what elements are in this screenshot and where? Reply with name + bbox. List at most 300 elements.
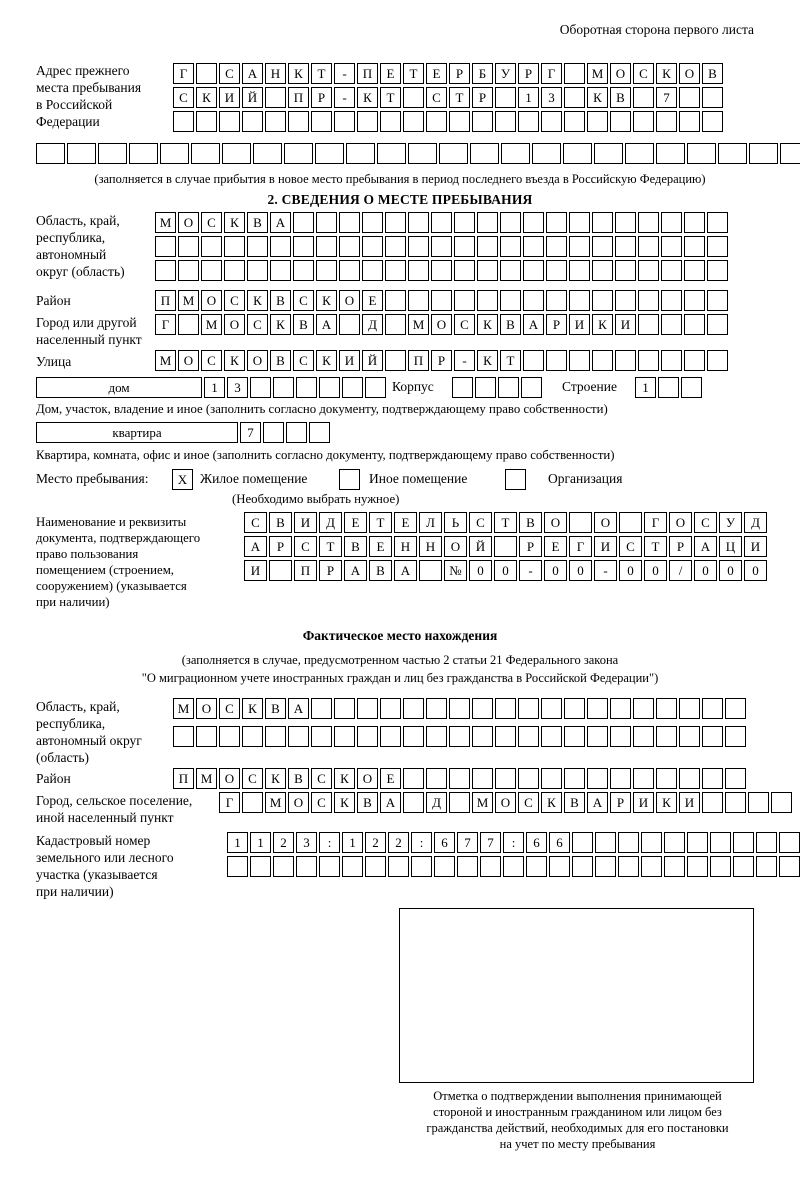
form-cell[interactable] [718,143,747,164]
form-cell[interactable] [273,856,294,877]
form-cell[interactable] [403,698,424,719]
document-row-2[interactable] [244,536,769,557]
form-cell[interactable]: И [633,792,654,813]
form-cell[interactable] [619,512,642,533]
form-cell[interactable]: О [224,314,245,335]
form-cell[interactable]: К [656,63,677,84]
form-cell[interactable]: М [408,314,429,335]
form-cell[interactable]: У [495,63,516,84]
form-cell[interactable]: Е [426,63,447,84]
form-cell[interactable] [385,260,406,281]
form-cell[interactable]: С [311,768,332,789]
form-cell[interactable]: И [219,87,240,108]
form-cell[interactable] [250,377,271,398]
form-cell[interactable] [403,768,424,789]
form-cell[interactable]: С [247,314,268,335]
form-cell[interactable] [449,726,470,747]
form-cell[interactable]: 2 [273,832,294,853]
form-cell[interactable] [362,236,383,257]
form-cell[interactable] [541,768,562,789]
street-row[interactable] [155,350,730,371]
form-cell[interactable]: Л [419,512,442,533]
form-cell[interactable] [564,87,585,108]
form-cell[interactable] [587,111,608,132]
form-cell[interactable]: К [656,792,677,813]
form-cell[interactable] [518,111,539,132]
form-cell[interactable] [615,212,636,233]
form-cell[interactable]: В [357,792,378,813]
form-cell[interactable] [569,350,590,371]
form-cell[interactable] [316,260,337,281]
form-cell[interactable]: О [669,512,692,533]
form-cell[interactable]: В [247,212,268,233]
form-cell[interactable] [563,143,592,164]
form-cell[interactable] [250,856,271,877]
form-cell[interactable] [477,290,498,311]
form-cell[interactable] [495,698,516,719]
form-cell[interactable] [638,260,659,281]
form-cell[interactable]: В [344,536,367,557]
form-cell[interactable]: В [293,314,314,335]
form-cell[interactable] [733,832,754,853]
form-cell[interactable] [725,768,746,789]
form-cell[interactable] [633,87,654,108]
form-cell[interactable] [178,314,199,335]
form-cell[interactable]: С [242,768,263,789]
form-cell[interactable] [339,236,360,257]
form-cell[interactable]: С [173,87,194,108]
form-cell[interactable]: Р [472,87,493,108]
form-cell[interactable] [610,726,631,747]
form-cell[interactable]: К [357,87,378,108]
form-cell[interactable] [518,726,539,747]
form-cell[interactable] [523,236,544,257]
form-cell[interactable] [661,212,682,233]
form-cell[interactable] [725,726,746,747]
fact-region-row-1[interactable] [173,698,748,719]
form-cell[interactable] [380,698,401,719]
form-cell[interactable]: Р [610,792,631,813]
form-cell[interactable]: Р [269,536,292,557]
form-cell[interactable] [564,111,585,132]
form-cell[interactable] [779,832,800,853]
prev-address-row-2[interactable] [173,87,725,108]
place-type-organization-checkbox[interactable] [505,469,526,490]
form-cell[interactable]: О [247,350,268,371]
form-cell[interactable]: П [288,87,309,108]
form-cell[interactable]: 0 [569,560,592,581]
form-cell[interactable] [346,143,375,164]
form-cell[interactable] [569,290,590,311]
form-cell[interactable]: Р [519,536,542,557]
form-cell[interactable] [265,111,286,132]
form-cell[interactable] [661,314,682,335]
korpus-cells[interactable] [452,377,544,398]
form-cell[interactable] [67,143,96,164]
form-cell[interactable] [201,260,222,281]
form-cell[interactable]: В [610,87,631,108]
form-cell[interactable]: А [694,536,717,557]
form-cell[interactable] [316,236,337,257]
form-cell[interactable] [572,856,593,877]
form-cell[interactable] [661,236,682,257]
form-cell[interactable] [687,832,708,853]
form-cell[interactable] [592,212,613,233]
form-cell[interactable] [408,236,429,257]
form-cell[interactable] [470,143,499,164]
form-cell[interactable] [419,560,442,581]
form-cell[interactable] [403,111,424,132]
form-cell[interactable] [546,290,567,311]
form-cell[interactable] [365,377,386,398]
form-cell[interactable]: Й [362,350,383,371]
form-cell[interactable]: Р [449,63,470,84]
form-cell[interactable]: В [369,560,392,581]
form-cell[interactable] [477,260,498,281]
form-cell[interactable]: К [288,63,309,84]
form-cell[interactable]: Г [541,63,562,84]
form-cell[interactable]: Т [380,87,401,108]
form-cell[interactable]: С [633,63,654,84]
form-cell[interactable] [500,260,521,281]
form-cell[interactable] [702,792,723,813]
form-cell[interactable] [388,856,409,877]
form-cell[interactable] [454,236,475,257]
form-cell[interactable] [319,377,340,398]
form-cell[interactable] [408,260,429,281]
form-cell[interactable]: 2 [388,832,409,853]
form-cell[interactable] [270,260,291,281]
form-cell[interactable]: Д [426,792,447,813]
document-row-3[interactable] [244,560,769,581]
form-cell[interactable] [500,212,521,233]
form-cell[interactable]: 6 [434,832,455,853]
form-cell[interactable] [564,63,585,84]
form-cell[interactable] [342,856,363,877]
form-cell[interactable] [403,726,424,747]
form-cell[interactable]: О [178,350,199,371]
form-cell[interactable] [733,856,754,877]
form-cell[interactable] [541,111,562,132]
place-type-residential-checkbox[interactable]: X [172,469,193,490]
form-cell[interactable] [664,832,685,853]
form-cell[interactable] [288,726,309,747]
form-cell[interactable]: О [444,536,467,557]
form-cell[interactable]: Т [500,350,521,371]
region-row-1[interactable] [155,212,730,233]
form-cell[interactable] [408,143,437,164]
form-cell[interactable] [523,290,544,311]
form-cell[interactable] [500,290,521,311]
form-cell[interactable]: К [224,350,245,371]
form-cell[interactable]: У [719,512,742,533]
form-cell[interactable] [263,422,284,443]
form-cell[interactable] [546,236,567,257]
form-cell[interactable]: М [155,212,176,233]
form-cell[interactable] [500,236,521,257]
cadastre-row-2[interactable] [227,856,800,877]
form-cell[interactable] [523,212,544,233]
form-cell[interactable]: К [316,350,337,371]
form-cell[interactable] [780,143,800,164]
form-cell[interactable] [311,726,332,747]
form-cell[interactable]: 0 [619,560,642,581]
form-cell[interactable]: Т [449,87,470,108]
form-cell[interactable] [315,143,344,164]
form-cell[interactable] [564,768,585,789]
form-cell[interactable]: Г [569,536,592,557]
form-cell[interactable]: Е [394,512,417,533]
form-cell[interactable] [357,698,378,719]
form-cell[interactable] [155,236,176,257]
form-cell[interactable] [702,698,723,719]
form-cell[interactable] [679,768,700,789]
form-cell[interactable] [594,143,623,164]
form-cell[interactable] [426,726,447,747]
form-cell[interactable] [385,290,406,311]
form-cell[interactable] [495,768,516,789]
form-cell[interactable] [475,377,496,398]
form-cell[interactable]: 1 [204,377,225,398]
form-cell[interactable] [633,111,654,132]
form-cell[interactable]: К [334,792,355,813]
form-cell[interactable] [408,290,429,311]
form-cell[interactable] [191,143,220,164]
form-cell[interactable]: : [319,832,340,853]
form-cell[interactable]: А [587,792,608,813]
form-cell[interactable] [569,212,590,233]
form-cell[interactable] [633,698,654,719]
form-cell[interactable]: Т [494,512,517,533]
form-cell[interactable] [319,856,340,877]
form-cell[interactable]: Б [472,63,493,84]
stamp-box[interactable] [399,908,754,1083]
form-cell[interactable]: Р [431,350,452,371]
form-cell[interactable]: Е [344,512,367,533]
form-cell[interactable] [224,260,245,281]
form-cell[interactable]: О [201,290,222,311]
form-cell[interactable] [495,726,516,747]
form-cell[interactable]: М [201,314,222,335]
form-cell[interactable] [385,236,406,257]
form-cell[interactable] [454,290,475,311]
form-cell[interactable]: С [244,512,267,533]
form-cell[interactable] [480,856,501,877]
form-cell[interactable] [495,111,516,132]
form-cell[interactable]: О [196,698,217,719]
form-cell[interactable] [707,314,728,335]
form-cell[interactable]: А [523,314,544,335]
form-cell[interactable] [615,260,636,281]
form-cell[interactable] [633,726,654,747]
form-cell[interactable] [457,856,478,877]
form-cell[interactable] [572,832,593,853]
flat-cells[interactable] [240,422,332,443]
form-cell[interactable]: П [173,768,194,789]
form-cell[interactable]: К [587,87,608,108]
form-cell[interactable] [687,143,716,164]
form-cell[interactable] [293,260,314,281]
form-cell[interactable] [196,726,217,747]
form-cell[interactable] [518,698,539,719]
form-cell[interactable] [546,260,567,281]
form-cell[interactable] [587,768,608,789]
form-cell[interactable]: 0 [544,560,567,581]
form-cell[interactable]: Д [744,512,767,533]
form-cell[interactable] [334,726,355,747]
form-cell[interactable] [541,698,562,719]
form-cell[interactable]: : [411,832,432,853]
region-row-3[interactable] [155,260,730,281]
form-cell[interactable]: П [155,290,176,311]
form-cell[interactable]: А [394,560,417,581]
form-cell[interactable] [684,212,705,233]
form-cell[interactable] [638,236,659,257]
form-cell[interactable] [779,856,800,877]
cadastre-row-1[interactable] [227,832,800,853]
form-cell[interactable]: Ц [719,536,742,557]
form-cell[interactable]: 6 [549,832,570,853]
form-cell[interactable]: 0 [469,560,492,581]
form-cell[interactable]: 0 [494,560,517,581]
form-cell[interactable] [411,856,432,877]
form-cell[interactable]: И [615,314,636,335]
form-cell[interactable] [222,143,251,164]
form-cell[interactable] [408,212,429,233]
form-cell[interactable] [549,856,570,877]
form-cell[interactable] [638,314,659,335]
form-cell[interactable]: И [744,536,767,557]
form-cell[interactable]: 3 [227,377,248,398]
form-cell[interactable]: Н [394,536,417,557]
form-cell[interactable] [173,111,194,132]
form-cell[interactable] [610,111,631,132]
prev-address-row-1[interactable] [173,63,725,84]
form-cell[interactable]: О [288,792,309,813]
form-cell[interactable]: О [594,512,617,533]
form-cell[interactable]: О [219,768,240,789]
form-cell[interactable]: О [178,212,199,233]
form-cell[interactable] [610,698,631,719]
form-cell[interactable] [98,143,127,164]
form-cell[interactable] [641,856,662,877]
form-cell[interactable]: 7 [457,832,478,853]
form-cell[interactable] [661,290,682,311]
form-cell[interactable]: П [408,350,429,371]
form-cell[interactable]: Й [469,536,492,557]
form-cell[interactable] [196,63,217,84]
form-cell[interactable] [247,236,268,257]
form-cell[interactable]: К [541,792,562,813]
form-cell[interactable] [426,768,447,789]
form-cell[interactable]: Г [219,792,240,813]
form-cell[interactable] [178,236,199,257]
form-cell[interactable] [684,290,705,311]
form-cell[interactable] [219,726,240,747]
form-cell[interactable] [707,290,728,311]
form-cell[interactable] [707,350,728,371]
form-cell[interactable] [661,350,682,371]
form-cell[interactable]: 3 [541,87,562,108]
form-cell[interactable]: С [694,512,717,533]
form-cell[interactable] [546,212,567,233]
form-cell[interactable]: О [339,290,360,311]
form-cell[interactable]: С [224,290,245,311]
form-cell[interactable]: 0 [719,560,742,581]
form-cell[interactable] [316,212,337,233]
form-cell[interactable] [656,698,677,719]
form-cell[interactable] [296,856,317,877]
form-cell[interactable]: Т [369,512,392,533]
form-cell[interactable]: Г [173,63,194,84]
form-cell[interactable]: 0 [744,560,767,581]
form-cell[interactable] [748,792,769,813]
form-cell[interactable] [242,726,263,747]
form-cell[interactable] [449,698,470,719]
form-cell[interactable]: О [495,792,516,813]
form-cell[interactable] [710,856,731,877]
form-cell[interactable]: К [592,314,613,335]
form-cell[interactable] [454,212,475,233]
form-cell[interactable] [638,350,659,371]
form-cell[interactable] [592,350,613,371]
form-cell[interactable]: О [431,314,452,335]
form-cell[interactable]: А [380,792,401,813]
form-cell[interactable]: С [311,792,332,813]
form-cell[interactable] [286,422,307,443]
form-cell[interactable]: С [426,87,447,108]
form-cell[interactable]: В [500,314,521,335]
form-cell[interactable] [339,212,360,233]
form-cell[interactable] [546,350,567,371]
form-cell[interactable] [224,236,245,257]
fact-district-row[interactable] [173,768,748,789]
form-cell[interactable]: И [294,512,317,533]
form-cell[interactable]: В [564,792,585,813]
form-cell[interactable]: Т [311,63,332,84]
form-cell[interactable]: 2 [365,832,386,853]
form-cell[interactable] [679,87,700,108]
form-cell[interactable]: Г [644,512,667,533]
form-cell[interactable]: К [334,768,355,789]
form-cell[interactable]: С [619,536,642,557]
form-cell[interactable] [403,792,424,813]
form-cell[interactable] [569,236,590,257]
form-cell[interactable] [625,143,654,164]
form-cell[interactable] [449,768,470,789]
form-cell[interactable] [219,111,240,132]
form-cell[interactable] [334,698,355,719]
form-cell[interactable]: Й [242,87,263,108]
form-cell[interactable]: Н [265,63,286,84]
form-cell[interactable] [472,726,493,747]
form-cell[interactable]: М [265,792,286,813]
form-cell[interactable]: П [357,63,378,84]
form-cell[interactable] [498,377,519,398]
form-cell[interactable] [521,377,542,398]
form-cell[interactable] [431,212,452,233]
form-cell[interactable] [707,260,728,281]
form-cell[interactable] [503,856,524,877]
form-cell[interactable]: О [610,63,631,84]
form-cell[interactable]: С [219,63,240,84]
form-cell[interactable] [656,111,677,132]
form-cell[interactable]: С [201,212,222,233]
form-cell[interactable] [178,260,199,281]
form-cell[interactable] [339,314,360,335]
form-cell[interactable] [196,111,217,132]
form-cell[interactable] [523,260,544,281]
